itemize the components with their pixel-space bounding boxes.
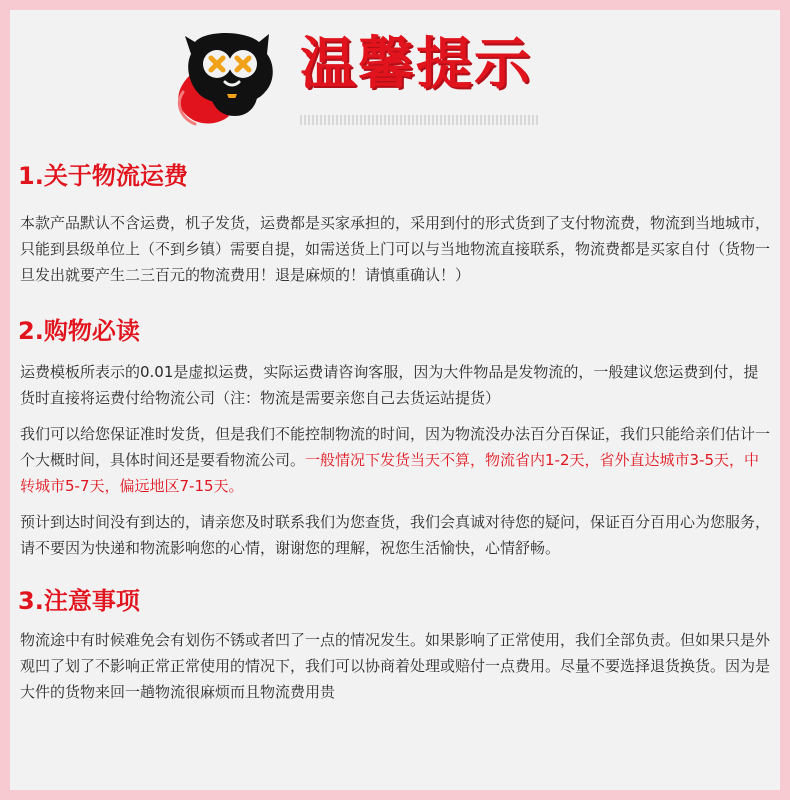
section-notes (18, 585, 773, 705)
section-heading: 2.购物必读 (18, 317, 140, 345)
section-paragraph: 本款产品默认不含运费，机子发货，运费都是买家承担的，采用到付的形式货到了支付物流费，物流到当地城市，只能到县级单位上（不到乡镇）需要自提，如需送货上门可以与当地物流直接联系，物流费都是买家自付（货物一旦发出就要产生二三百元的物流费用！退是麻烦的！请慎重确认！） (20, 214, 771, 284)
page-title: 温馨提示 (300, 32, 532, 97)
section-heading: 1.关于物流运费 (18, 162, 188, 190)
paragraph-normal-text: 我们可以给您保证准时发货，但是我们不能控制物流的时间，因为物流没办法百分百保证，我们只能给亲们估计一个大概时间，具体时间还是要看物流公司。 (20, 425, 771, 469)
header (10, 10, 780, 140)
section-paragraph: 物流途中有时候难免会有划伤不锈或者凹了一点的情况发生。如果影响了正常使用，我们全部负责。但如果只是外观凹了划了不影响正常正常使用的情况下，我们可以协商着处理或赔付一点费用。尽量不要选择退货换货。因为是大件的货物来回一趟物流很麻烦而且物流费用贵 (20, 631, 771, 701)
section-shopping-notes (18, 315, 773, 561)
section-heading: 3.注意事项 (18, 587, 140, 615)
title-decoration (300, 115, 540, 125)
notice-card (10, 10, 780, 790)
section-paragraph-with-highlight (18, 421, 773, 499)
section-paragraph: 预计到达时间没有到达的，请亲您及时联系我们为您查货，我们会真诚对待您的疑问，保证百分百用心为您服务，请不要因为快递和物流影响您的心情，谢谢您的理解，祝您生活愉快，心情舒畅。 (20, 513, 771, 557)
tmall-cat-mascot-icon (165, 20, 285, 130)
paragraph-highlight-text: 一般情况下发货当天不算，物流省内1-2天，省外直达城市3-5天，中转城市5-7天，偏远地区7-15天。 (20, 451, 760, 495)
section-logistics-fees (18, 160, 773, 288)
section-paragraph: 运费模板所表示的0.01是虚拟运费，实际运费请咨询客服，因为大件物品是发物流的，一般建议您运费到付，提货时直接将运费付给物流公司（注：物流是需要亲您自己去货运站提货） (20, 363, 759, 407)
